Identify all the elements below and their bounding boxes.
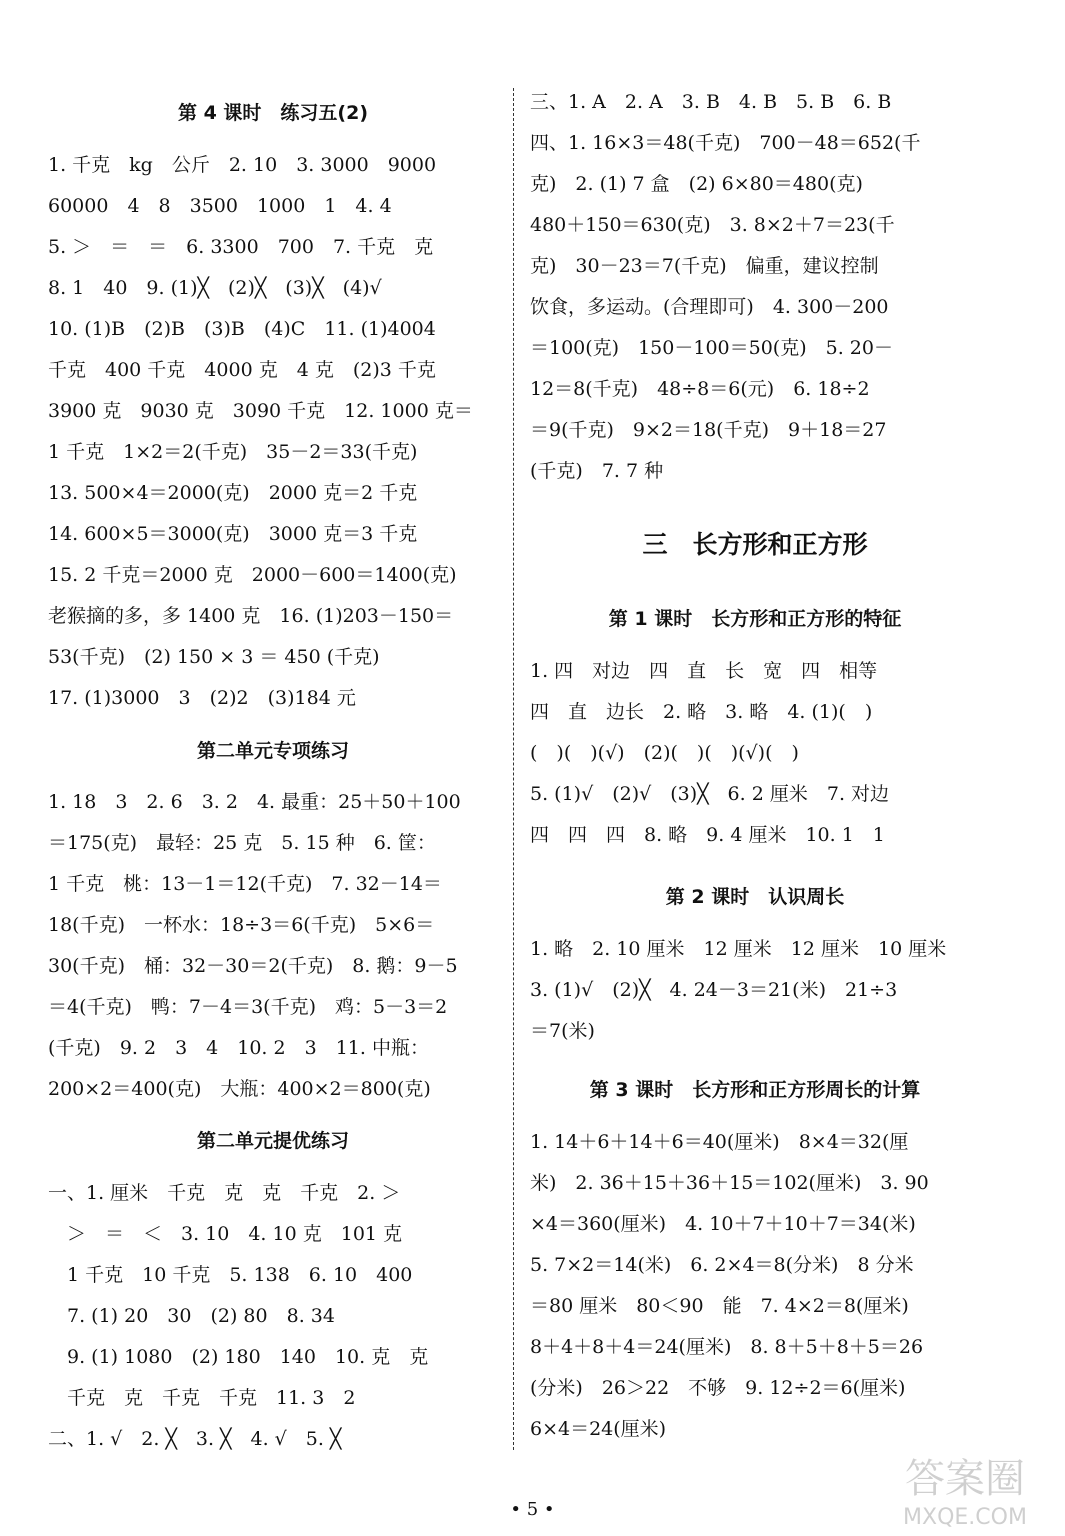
answer-line: 8. 1 40 9. (1)╳ (2)╳ (3)╳ (4)√: [48, 277, 382, 299]
page-number: • 5 •: [510, 1499, 555, 1520]
answer-line: (千克) 9. 2 3 4 10. 2 3 11. 中瓶：: [48, 1037, 429, 1059]
section-title-lesson2: 第 2 课时 认识周长: [665, 886, 845, 908]
answer-line: ＝9(千克) 9×2＝18(千克) 9＋18＝27: [530, 419, 887, 441]
answer-line: 7. (1) 20 30 (2) 80 8. 34: [48, 1305, 335, 1327]
answer-line: 克) 2. (1) 7 盒 (2) 6×80＝480(克): [530, 173, 863, 195]
section-title-lesson1: 第 1 课时 长方形和正方形的特征: [608, 608, 902, 630]
answer-line: ＞ ＝ ＜ 3. 10 4. 10 克 101 克: [48, 1223, 403, 1245]
answer-line: 千克 400 千克 4000 克 4 克 (2)3 千克: [48, 359, 436, 381]
answer-line: 克) 30－23＝7(千克) 偏重，建议控制: [530, 255, 879, 277]
answer-line: 四 直 边长 2. 略 3. 略 4. (1)( ): [530, 701, 873, 723]
answer-line: 饮食，多运动。(合理即可) 4. 300－200: [530, 296, 889, 318]
answer-line: 1 千克 10 千克 5. 138 6. 10 400: [48, 1264, 413, 1286]
answer-line: 5. ＞ ＝ ＝ 6. 3300 700 7. 千克 克: [48, 236, 434, 258]
answer-line: 6×4＝24(厘米): [530, 1418, 667, 1440]
answer-line: ＝80 厘米 80＜90 能 7. 4×2＝8(厘米): [530, 1295, 909, 1317]
answer-line: ×4＝360(厘米) 4. 10＋7＋10＋7＝34(米): [530, 1213, 916, 1235]
answer-line: ＝4(千克) 鸭：7－4＝3(千克) 鸡：5－3＝2: [48, 996, 448, 1018]
answer-line: 15. 2 千克＝2000 克 2000－600＝1400(克): [48, 564, 457, 586]
unit-title: 三 长方形和正方形: [642, 530, 868, 559]
answer-line: 一、1. 厘米 千克 克 克 千克 2. ＞: [48, 1182, 401, 1204]
answer-line: 1. 18 3 2. 6 3. 2 4. 最重：25＋50＋100: [48, 791, 461, 813]
answer-line: 30(千克) 桶：32－30＝2(千克) 8. 鹅：9－5: [48, 955, 458, 977]
section-title-lesson3: 第 3 课时 长方形和正方形周长的计算: [589, 1079, 921, 1101]
answer-line: 14. 600×5＝3000(克) 3000 克＝3 千克: [48, 523, 418, 545]
answer-line: 1. 略 2. 10 厘米 12 厘米 12 厘米 10 厘米: [530, 938, 947, 960]
answer-line: 12＝8(千克) 48÷8＝6(元) 6. 18÷2: [530, 378, 870, 400]
answer-line: 米) 2. 36＋15＋36＋15＝102(厘米) 3. 90: [530, 1172, 929, 1194]
answer-line: 1. 千克 kg 公斤 2. 10 3. 3000 9000: [48, 154, 437, 176]
answer-line: 三、1. A 2. A 3. B 4. B 5. B 6. B: [530, 91, 892, 113]
answer-line: 3. (1)√ (2)╳ 4. 24－3＝21(米) 21÷3: [530, 979, 898, 1001]
column-divider: [513, 88, 514, 1450]
section-title-lesson4: 第 4 课时 练习五(2): [177, 102, 369, 124]
answer-line: 二、1. √ 2. ╳ 3. ╳ 4. √ 5. ╳: [48, 1428, 342, 1450]
watermark-logo: [870, 1450, 1060, 1530]
answer-line: ＝100(克) 150－100＝50(克) 5. 20－: [530, 337, 893, 359]
answer-line: 60000 4 8 3500 1000 1 4. 4: [48, 195, 392, 217]
answer-line: 3900 克 9030 克 3090 千克 12. 1000 克＝: [48, 400, 473, 422]
watermark-url: MXQE.COM: [903, 1505, 1027, 1530]
answer-line: 8＋4＋8＋4＝24(厘米) 8. 8＋5＋8＋5＝26: [530, 1336, 924, 1358]
section-title-unit2-advanced: 第二单元提优练习: [196, 1130, 349, 1152]
answer-line: 老猴摘的多，多 1400 克 16. (1)203－150＝: [48, 605, 454, 627]
answer-line: ( )( )(√) (2)( )( )(√)( ): [530, 742, 799, 764]
answer-line: 四、1. 16×3＝48(千克) 700－48＝652(千: [530, 132, 921, 154]
answer-line: 千克 克 千克 千克 11. 3 2: [48, 1387, 356, 1409]
answer-line: ＝175(克) 最轻：25 克 5. 15 种 6. 筐：: [48, 832, 436, 854]
answer-line: 1. 14＋6＋14＋6＝40(厘米) 8×4＝32(厘: [530, 1131, 909, 1153]
answer-line: 1. 四 对边 四 直 长 宽 四 相等: [530, 660, 878, 682]
answer-line: 480＋150＝630(克) 3. 8×2＋7＝23(千: [530, 214, 895, 236]
answer-line: (分米) 26＞22 不够 9. 12÷2＝6(厘米): [530, 1377, 906, 1399]
answer-line: 18(千克) 一杯水：18÷3＝6(千克) 5×6＝: [48, 914, 435, 936]
answer-line: (千克) 7. 7 种: [530, 460, 664, 482]
answer-line: 1 千克 桃：13－1＝12(千克) 7. 32－14＝: [48, 873, 442, 895]
answer-line: 200×2＝400(克) 大瓶：400×2＝800(克): [48, 1078, 431, 1100]
answer-line: 53(千克) (2) 150 × 3 ＝ 450 (千克): [48, 646, 380, 668]
answer-line: 9. (1) 1080 (2) 180 140 10. 克 克: [48, 1346, 429, 1368]
answer-line: 四 四 四 8. 略 9. 4 厘米 10. 1 1: [530, 824, 885, 846]
answer-line: 5. 7×2＝14(米) 6. 2×4＝8(分米) 8 分米: [530, 1254, 914, 1276]
answer-line: 1 千克 1×2＝2(千克) 35－2＝33(千克): [48, 441, 418, 463]
answer-line: 13. 500×4＝2000(克) 2000 克＝2 千克: [48, 482, 418, 504]
answer-line: 10. (1)B (2)B (3)B (4)C 11. (1)4004: [48, 318, 436, 340]
answer-line: 17. (1)3000 3 (2)2 (3)184 元: [48, 687, 356, 709]
answer-line: ＝7(米): [530, 1020, 595, 1042]
answer-line: 5. (1)√ (2)√ (3)╳ 6. 2 厘米 7. 对边: [530, 783, 890, 805]
watermark-text: 答案圈: [905, 1456, 1025, 1502]
section-title-unit2-special: 第二单元专项练习: [196, 740, 349, 762]
